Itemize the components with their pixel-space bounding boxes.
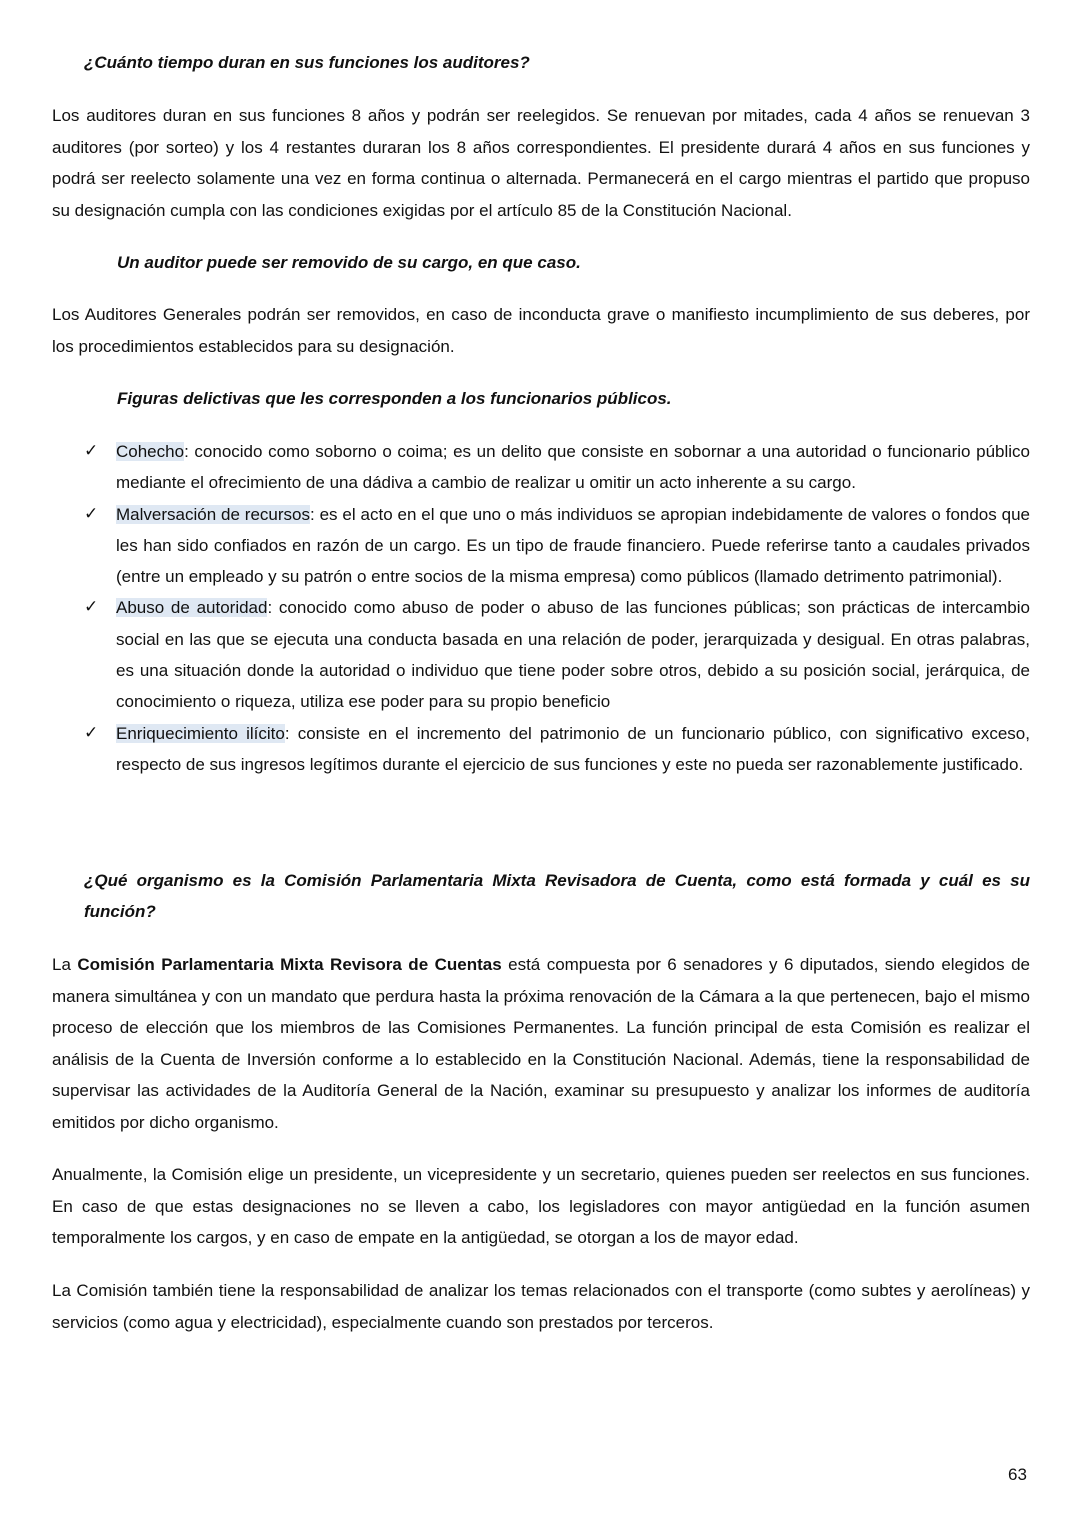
criminal-figures-list [84,436,1030,780]
term-definition: : conocido como abuso de poder o abuso de las funciones públicas; son prácticas de intercambio social en las que se ejecuta una conducta basada en una relación de poder, jerarquizada y desigual. En otras palabras, es una situación donde la autoridad o individuo que tiene poder sobre otros, debido a su posición social, jerárquica, de conocimiento o riqueza, utiliza ese poder para su propio beneficio [116,598,1030,712]
paragraph-auditor-removal: Los Auditores Generales podrán ser removidos, en caso de inconducta grave o manifiesto incumplimiento de sus deberes, por los procedimientos establecidos para su designación. [52,305,1030,356]
term-highlight: Cohecho [116,442,185,461]
heading-criminal-figures: Figuras delictivas que les corresponden a los funcionarios públicos. [117,389,672,408]
question-auditor-removal: Un auditor puede ser removido de su cargo, en que caso. [117,253,581,272]
checkmark-icon: ✓ [84,441,99,461]
page-number: 63 [1008,1465,1027,1484]
checkmark-icon: ✓ [84,722,99,743]
checkmark-icon: ✓ [84,503,99,524]
comision-name-bold: Comisión Parlamentaria Mixta Revisora de Cuentas [77,955,502,974]
paragraph-comision-composition [52,949,1030,1138]
term-definition: : consiste en el incremento del patrimonio de un funcionario público, con significativo exceso, respecto de sus ingresos legítimos durante el ejercicio de sus funciones y este no pueda ser razonablemente justificado. [116,723,1030,774]
term-highlight: Abuso de autoridad [116,598,268,618]
term-definition: : es el acto en el que uno o más individuos se apropian indebidamente de valores o fondos que les han sido confiados en razón de un cargo. Es un tipo de fraude financiero. Puede referirse tanto a caudales privados (entre un empleado y su patrón o entre socios de la misma empresa) como públicos (llamado detrimento patrimonial). [116,504,1030,587]
list-item-enriquecimiento [84,718,1030,781]
term-highlight: Malversación de recursos [116,504,310,524]
paragraph-rest: está compuesta por 6 senadores y 6 diputados, siendo elegidos de manera simultánea y con un mandato que perdura hasta la próxima renovación de la Cámara a la que pertenecen, bajo el mismo proceso de elección que los miembros de las Comisiones Permanentes. La función principal de esta Comisión es realizar el análisis de la Cuenta de Inversión conforme a lo establecido en la Constitución Nacional. Además, tiene la responsabilidad de supervisar las actividades de la Auditoría General de la Nación, examinar su presupuesto y analizar los informes de auditoría emitidos por dicho organismo. [52,955,1030,1132]
paragraph-comision-services: La Comisión también tiene la responsabilidad de analizar los temas relacionados con el transporte (como subtes y aerolíneas) y servicios (como agua y electricidad), especialmente cuando son prestados por terceros. [52,1281,1030,1332]
list-item-malversacion [84,499,1030,593]
checkmark-icon: ✓ [84,597,99,618]
paragraph-comision-authorities: Anualmente, la Comisión elige un presidente, un vicepresidente y un secretario, quienes pueden ser reelectos en sus funciones. En caso de que estas designaciones no se lleven a cabo, los legisladores con mayor antigüedad en la función asumen temporalmente los cargos, y en caso de empate en la antigüedad, se otorgan a los de mayor edad. [52,1165,1030,1247]
term-definition: : conocido como soborno o coima; es un delito que consiste en sobornar a una autoridad o funcionario público mediante el ofrecimiento de una dádiva a cambio de realizar u omitir un acto inherente a su cargo. [116,442,1030,493]
paragraph-lead: La [52,955,78,974]
term-highlight: Enriquecimiento ilícito [116,723,285,743]
question-comision-parlamentaria: ¿Qué organismo es la Comisión Parlamentaria Mixta Revisadora de Cuenta, como está formada y cuál es su función? [84,871,1030,921]
list-item-abuso-autoridad [84,592,1030,717]
list-item-cohecho [84,436,1030,499]
paragraph-auditor-term: Los auditores duran en sus funciones 8 años y podrán ser reelegidos. Se renuevan por mitades, cada 4 años se renuevan 3 auditores (por sorteo) y los 4 restantes duraran los 8 años correspondientes. El presidente durará 4 años en sus funciones y podrá ser reelecto solamente una vez en forma continua o alternada. Permanecerá en el cargo mientras el partido que propuso su designación cumpla con las condiciones exigidas por el artículo 85 de la Constitución Nacional. [52,106,1030,220]
question-auditor-term: ¿Cuánto tiempo duran en sus funciones los auditores? [84,53,530,72]
